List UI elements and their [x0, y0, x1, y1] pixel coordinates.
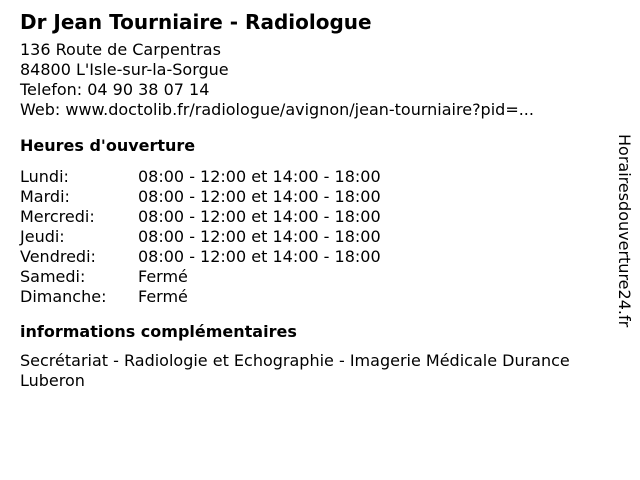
hours-row-thursday: [20, 227, 610, 247]
day-label: Mardi:: [20, 187, 70, 206]
watermark-text: Horairesdouverture24.fr: [615, 134, 634, 328]
day-label: Jeudi:: [20, 227, 65, 246]
hours-row-sunday: [20, 287, 610, 307]
city-address: 84800 L'Isle-sur-la-Sorgue: [20, 60, 229, 79]
hours-heading: Heures d'ouverture: [20, 136, 196, 155]
time-value: 08:00 - 12:00 et 14:00 - 18:00: [138, 187, 381, 206]
day-label: Vendredi:: [20, 247, 96, 266]
time-value: 08:00 - 12:00 et 14:00 - 18:00: [138, 167, 381, 186]
site-watermark: [610, 134, 636, 344]
info-text: Secrétariat - Radiologie et Echographie - Imagerie Médicale Durance Luberon: [20, 351, 570, 390]
time-value: 08:00 - 12:00 et 14:00 - 18:00: [138, 247, 381, 266]
time-value: Fermé: [138, 267, 188, 286]
hours-table: [20, 167, 610, 307]
hours-row-friday: [20, 247, 610, 267]
hours-row-wednesday: [20, 207, 610, 227]
street-address: 136 Route de Carpentras: [20, 40, 221, 59]
day-label: Mercredi:: [20, 207, 95, 226]
time-value: 08:00 - 12:00 et 14:00 - 18:00: [138, 227, 381, 246]
hours-row-saturday: [20, 267, 610, 287]
website-link[interactable]: Web: www.doctolib.fr/radiologue/avignon/jean-tourniaire?pid=...: [20, 100, 534, 119]
time-value: Fermé: [138, 287, 188, 306]
info-heading: informations complémentaires: [20, 322, 297, 341]
phone-number: Telefon: 04 90 38 07 14: [20, 80, 210, 99]
day-label: Dimanche:: [20, 287, 107, 306]
listing-card: [20, 8, 610, 391]
hours-row-tuesday: [20, 187, 610, 207]
day-label: Samedi:: [20, 267, 86, 286]
page-title: Dr Jean Tourniaire - Radiologue: [20, 10, 372, 34]
hours-row-monday: [20, 167, 610, 187]
address-block: [20, 40, 610, 120]
time-value: 08:00 - 12:00 et 14:00 - 18:00: [138, 207, 381, 226]
day-label: Lundi:: [20, 167, 69, 186]
